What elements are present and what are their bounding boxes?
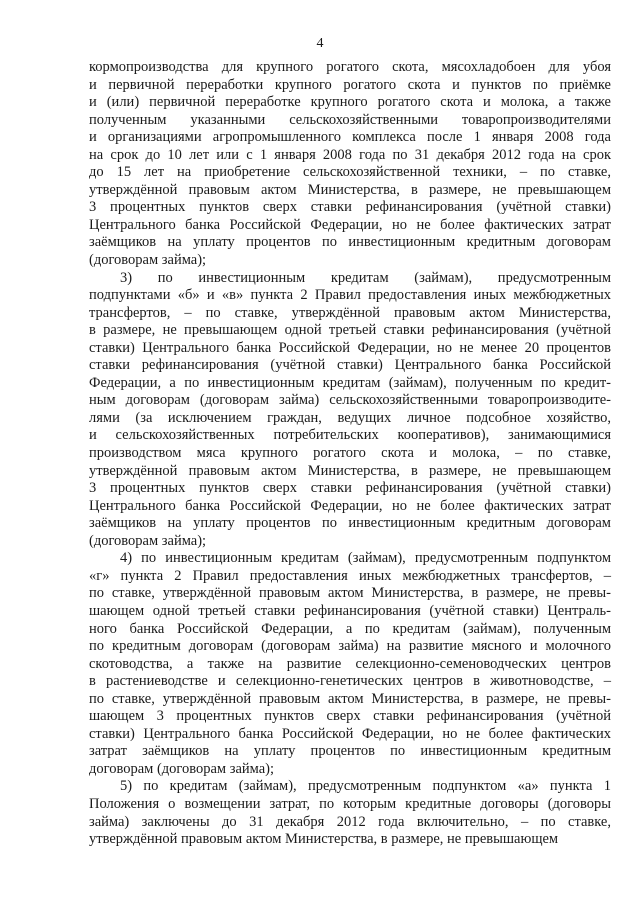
text-line: и сельскохозяйственных потребительских кооперативов), занимающимися [89,427,611,444]
text-line: по кредитным договорам (договорам займа) на развитие мясного и молочного [89,638,611,655]
text-line: трансфертов, – по ставке, утверждённой правовым актом Министерства, [89,304,611,321]
text-line: лями (за исключением граждан, ведущих личное подсобное хозяйство, [89,409,611,426]
text-line: займа) заключены до 31 декабря 2012 года включительно, – по ставке, [89,813,611,830]
text-line: 3 процентных пунктов сверх ставки рефинансирования (учётной ставки) [89,480,611,497]
text-line: 5) по кредитам (займам), предусмотренным подпунктом «а» пункта 1 [120,778,611,795]
text-line: и организациями агропромышленного комплекса после 1 января 2008 года [89,129,611,146]
text-line: Центрального банка Российской Федерации, но не более фактических затрат [89,216,611,233]
text-line: (договорам займа); [89,252,207,269]
text-line: утверждённой правовым актом Министерства, в размере, не превышающем [89,181,611,198]
text-line: в растениеводстве и селекционно-генетических центров в животноводстве, – [89,673,611,690]
text-line: 3) по инвестиционным кредитам (займам), предусмотренным [120,269,611,286]
text-line: и (или) первичной переработке крупного рогатого скота и молока, а также [89,94,611,111]
text-line: утверждённой правовым актом Министерства, в размере, не превышающем [89,462,611,479]
text-line: ным договорам (договорам займа) сельскохозяйственными товаропроизводите- [89,392,611,409]
text-line: в размере, не превышающем одной третьей ставки рефинансирования (учётной [89,322,611,339]
text-line: по ставке, утверждённой правовым актом Министерства, в размере, не превы- [89,690,611,707]
text-line: подпунктами «б» и «в» пункта 2 Правил предоставления иных межбюджетных [89,287,611,304]
text-line: 3 процентных пунктов сверх ставки рефинансирования (учётной ставки) [89,199,611,216]
text-line: по ставке, утверждённой правовым актом Министерства, в размере, не превы- [89,585,611,602]
text-line: полученным указанными сельскохозяйственными товаропроизводителями [89,111,611,128]
text-line: производством мяса крупного рогатого скота и молока, – по ставке, [89,445,611,462]
text-line: шающем одной третьей ставки рефинансирования (учётной ставки) Централь- [89,602,611,619]
text-line: ного банка Российской Федерации, а по кредитам (займам), полученным [89,620,611,637]
text-line: ставки) Центрального банка Российской Федерации, но не менее 20 процентов [89,339,611,356]
page-number: 4 [316,36,324,51]
text-line: заёмщиков на уплату процентов по инвестиционным кредитным договорам [89,234,611,251]
text-line: «г» пункта 2 Правил предоставления иных межбюджетных трансфертов, – [89,567,611,584]
text-line: (договорам займа); [89,532,207,549]
text-line: Положения о возмещении затрат, по которым кредитные договоры (договоры [89,795,611,812]
text-line: ставки) Центрального банка Российской Федерации, но не более фактических [89,725,611,742]
text-line: на срок до 10 лет или с 1 января 2008 года по 31 декабря 2012 года на срок [89,146,611,163]
text-line: Центрального банка Российской Федерации, но не более фактических затрат [89,497,611,514]
text-line: утверждённой правовым актом Министерства, в размере, не превышающем [89,831,559,848]
text-line: 4) по инвестиционным кредитам (займам), предусмотренным подпунктом [120,550,611,567]
text-line: заёмщиков на уплату процентов по инвестиционным кредитным договорам [89,515,611,532]
text-line: затрат заёмщиков на уплату процентов по инвестиционным кредитным [89,743,611,760]
text-line: кормопроизводства для крупного рогатого скота, мясохладобоен для убоя [89,59,611,75]
text-line: шающем 3 процентных пунктов сверх ставки рефинансирования (учётной [89,708,611,725]
text-line: скотоводства, а также на развитие селекционно-семеноводческих центров [89,655,611,672]
text-line: ставки рефинансирования (учётной ставки) Центрального банка Российской [89,357,611,374]
text-line: и первичной переработки крупного рогатого скота и пунктов по приёмке [89,76,611,93]
text-line: до 15 лет на приобретение сельскохозяйственной техники, – по ставке, [89,164,611,181]
document-body [89,59,611,849]
text-line: договорам (договорам займа); [89,760,275,777]
text-line: Федерации, а по инвестиционным кредитам (займам), полученным по кредит- [89,374,611,391]
